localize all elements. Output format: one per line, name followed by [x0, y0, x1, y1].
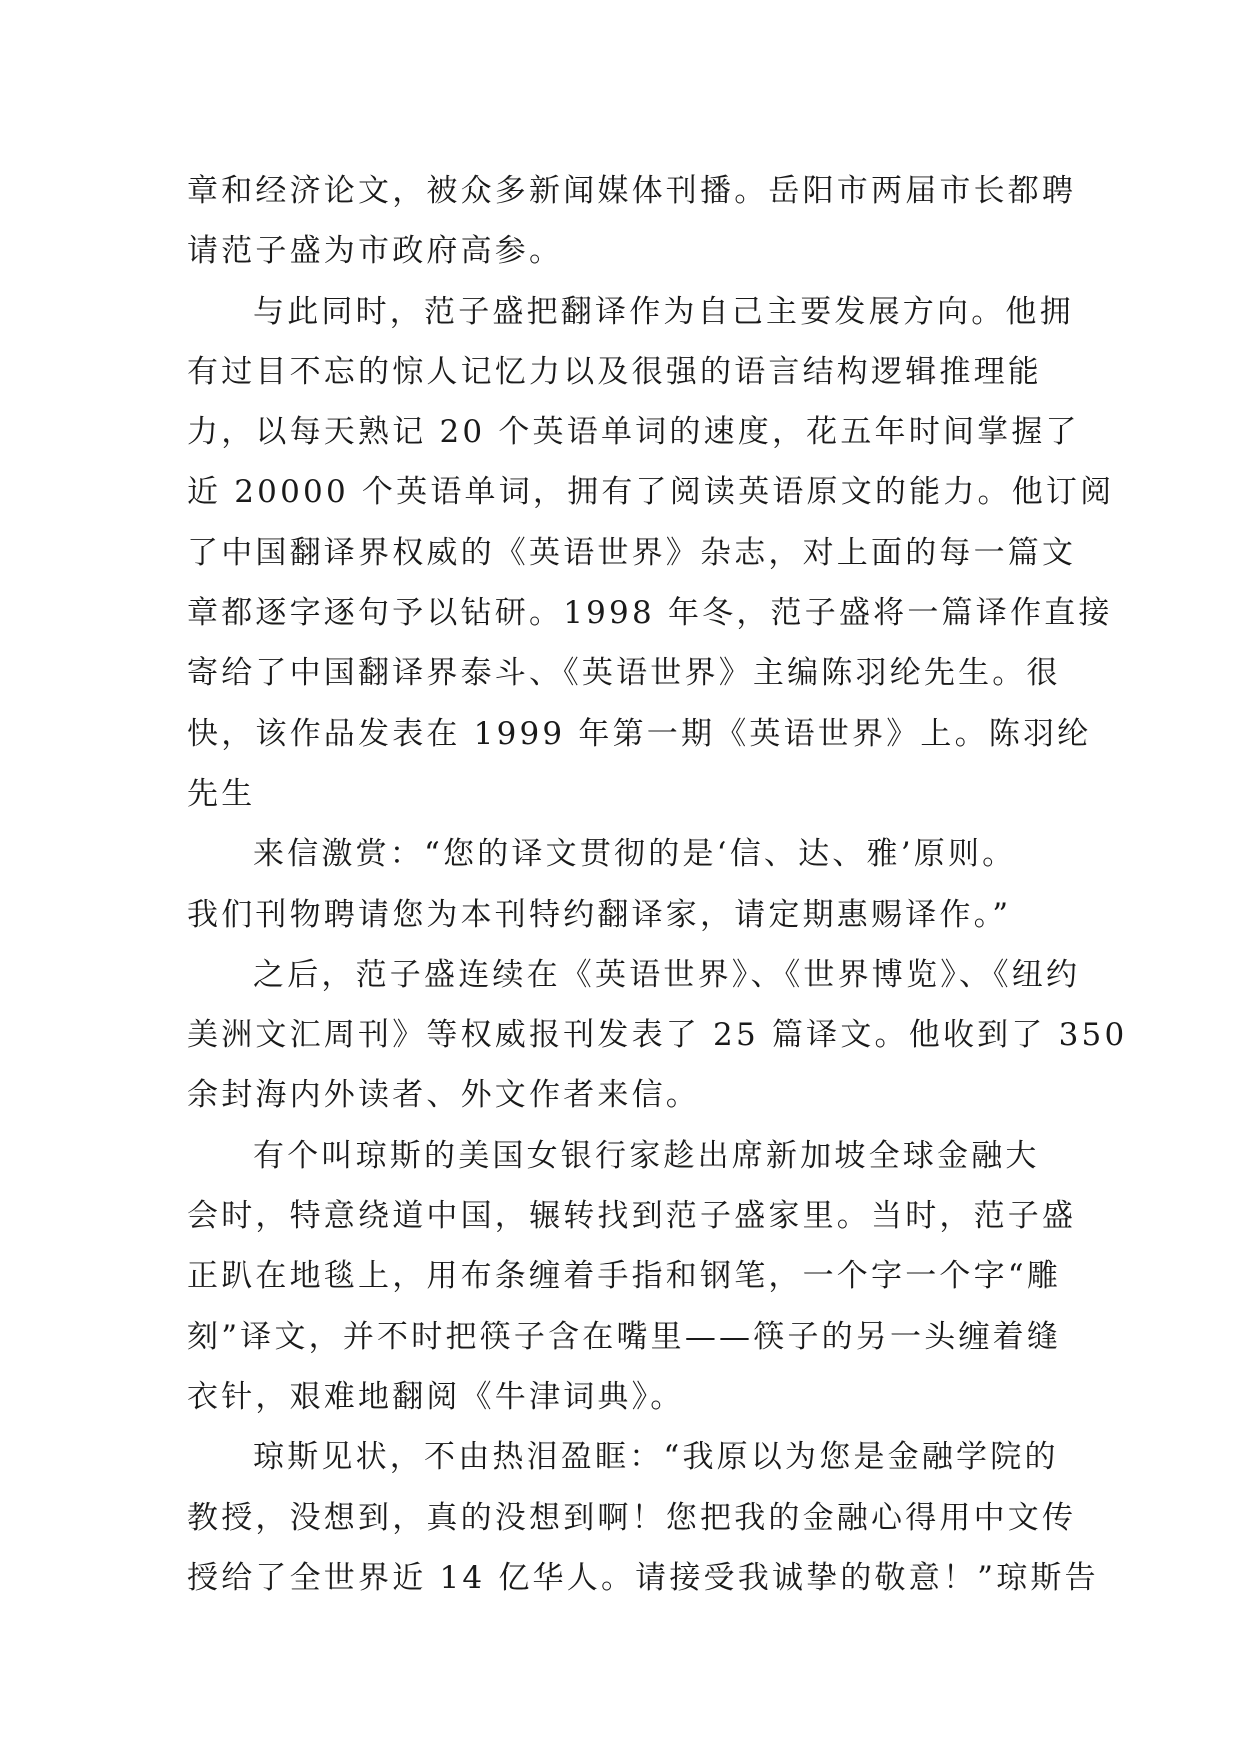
text-line: 会时，特意绕道中国，辗转找到范子盛家里。当时，范子盛 [187, 1198, 1077, 1235]
text-line: 请范子盛为市政府高参。 [187, 233, 564, 270]
text-line: 有过目不忘的惊人记忆力以及很强的语言结构逻辑推理能 [187, 353, 1042, 390]
text-line: 我们刊物聘请您为本刊特约翻译家，请定期惠赐译作。” [187, 896, 1012, 933]
paragraph-start-line: 琼斯见状，不由热泪盈眶：“我原以为您是金融学院的 [253, 1439, 1059, 1476]
text-line: 先生 [187, 775, 256, 812]
paragraph-start-line: 之后，范子盛连续在《英语世界》、《世界博览》、《纽约 [253, 956, 1081, 993]
text-line: 力，以每天熟记 20 个英语单词的速度，花五年时间掌握了 [187, 414, 1080, 451]
text-line: 授给了全世界近 14 亿华人。请接受我诚挚的敬意！”琼斯告 [187, 1559, 1099, 1596]
text-line: 寄给了中国翻译界泰斗、《英语世界》主编陈羽纶先生。很 [187, 655, 1061, 692]
text-line: 正趴在地毯上，用布条缠着手指和钢笔，一个字一个字“雕 [187, 1258, 1062, 1295]
text-line: 教授，没想到，真的没想到啊！您把我的金融心得用中文传 [187, 1499, 1077, 1536]
text-line: 美洲文汇周刊》等权威报刊发表了 25 篇译文。他收到了 350 [187, 1017, 1128, 1054]
paragraph-start-line: 有个叫琼斯的美国女银行家趁出席新加坡全球金融大 [253, 1137, 1040, 1174]
paragraph-start-line: 与此同时，范子盛把翻译作为自己主要发展方向。他拥 [253, 293, 1074, 330]
body-text [187, 161, 1128, 1608]
text-line: 了中国翻译界权威的《英语世界》杂志，对上面的每一篇文 [187, 534, 1077, 571]
paragraph-start-line: 来信激赏：“您的译文贯彻的是‘信、达、雅’原则。 [253, 836, 1017, 873]
text-line: 刻”译文，并不时把筷子含在嘴里——筷子的另一头缠着缝 [187, 1318, 1062, 1355]
text-line: 章和经济论文，被众多新闻媒体刊播。岳阳市两届市长都聘 [187, 173, 1077, 209]
text-line: 章都逐字逐句予以钻研。1998 年冬，范子盛将一篇译作直接 [187, 595, 1113, 632]
text-line: 快，该作品发表在 1999 年第一期《英语世界》上。陈羽纶 [187, 715, 1092, 752]
text-line: 衣针，艰难地翻阅《牛津词典》。 [187, 1378, 685, 1415]
text-line: 余封海内外读者、外文作者来信。 [187, 1077, 700, 1114]
text-line: 近 20000 个英语单词，拥有了阅读英语原文的能力。他订阅 [187, 474, 1115, 511]
